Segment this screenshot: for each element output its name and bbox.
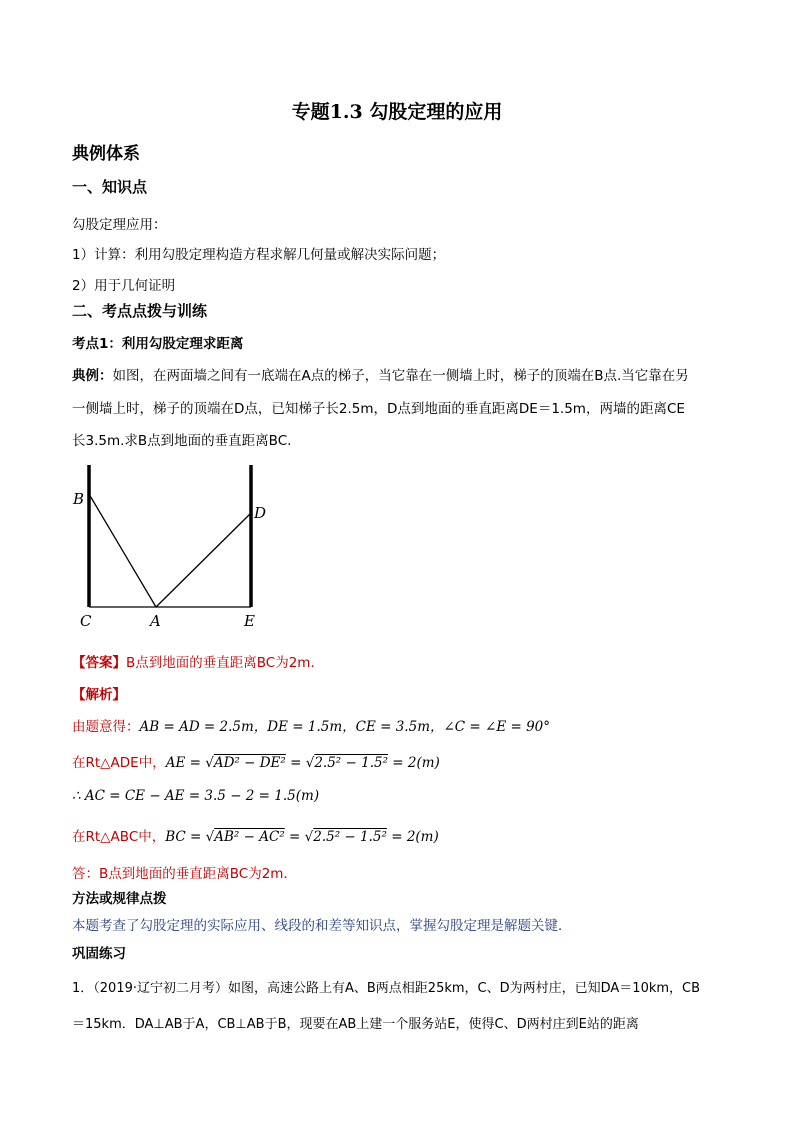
page-title: 专题1.3 勾股定理的应用 xyxy=(291,101,503,123)
analysis-tag: 【解析】 xyxy=(72,687,126,703)
analysis-l2-radicand-2: 2.5² − 1.5² xyxy=(314,755,388,771)
practice-1-line-1: 1．（2019·辽宁初二月考）如图，高速公路上有A、B两点相距25km，C、D为两村庄，已知DA＝10km，CB xyxy=(72,981,701,996)
answer-tag: 【答案】 xyxy=(72,655,126,671)
example-line-1 xyxy=(72,364,689,384)
answer-line xyxy=(72,651,324,671)
example-text-1: 如图，在两面墙之间有一底端在A点的梯子，当它靠在一侧墙上时，梯子的顶端在B点.当它靠在另 xyxy=(112,368,689,384)
section-knowledge-heading: 一、知识点 xyxy=(72,178,148,196)
analysis-conclusion: 答：B点到地面的垂直距离BC为2m． xyxy=(72,866,297,882)
example-line-3: 长3.5m.求B点到地面的垂直距离BC. xyxy=(72,433,292,449)
analysis-l4-radicand-2: 2.5² − 1.5² xyxy=(313,829,387,845)
point-b-label: B xyxy=(73,490,85,508)
point-d-label: D xyxy=(254,504,267,522)
point-e-label: E xyxy=(244,612,255,630)
analysis-l2-lhs: AE = xyxy=(165,755,206,771)
analysis-l1-math: AB = AD = 2.5m，DE = 1.5m，CE = 3.5m，∠C = ∠E = 90° xyxy=(139,719,551,735)
analysis-l2-prefix: 在Rt△ADE中， xyxy=(72,755,166,771)
point-c-label: C xyxy=(80,612,92,630)
point-a-label: A xyxy=(150,612,161,630)
analysis-l4-prefix: 在Rt△ABC中， xyxy=(72,829,166,845)
section-examples-heading: 典例体系 xyxy=(72,144,140,164)
analysis-l4-mid: = xyxy=(284,829,305,845)
analysis-l1-prefix: 由题意得： xyxy=(72,719,140,735)
ladder-figure xyxy=(60,460,290,630)
method-text: 本题考查了勾股定理的实际应用、线段的和差等知识点，掌握勾股定理是解题关键． xyxy=(72,918,572,934)
method-heading: 方法或规律点拨 xyxy=(72,891,167,907)
answer-text: B点到地面的垂直距离BC为2m． xyxy=(126,655,324,671)
analysis-l2-radicand-1: AD² − DE² xyxy=(213,755,286,771)
analysis-l2-mid: = xyxy=(285,755,306,771)
example-label: 典例： xyxy=(72,368,113,384)
ladder-ad xyxy=(156,513,251,607)
section-topics-heading: 二、考点点拨与训练 xyxy=(72,302,208,320)
analysis-line-4: 在Rt△ABC中，BC = √AB² − AC² = √2.5² − 1.5² = 2(m) xyxy=(72,829,439,845)
analysis-line-3: ∴ AC = CE − AE = 3.5 − 2 = 1.5(m) xyxy=(72,788,320,804)
ladder-ab xyxy=(89,494,156,607)
analysis-l4-lhs: BC = xyxy=(165,829,206,845)
practice-1-line-2: ＝15km．DA⊥AB于A，CB⊥AB于B，现要在AB上建一个服务站E，使得C、D两村庄到E站的距离 xyxy=(72,1017,639,1032)
analysis-line-2: 在Rt△ADE中，AE = √AD² − DE² = √2.5² − 1.5² = 2(m) xyxy=(72,755,440,771)
knowledge-item-2: 2）用于几何证明 xyxy=(72,278,176,294)
analysis-l2-end: = 2(m) xyxy=(388,755,440,771)
practice-heading: 巩固练习 xyxy=(72,946,126,962)
analysis-l4-end: = 2(m) xyxy=(386,829,439,845)
knowledge-item-1: 1）计算：利用勾股定理构造方程求解几何量或解决实际问题； xyxy=(72,247,446,263)
topic-1-heading: 考点1：利用勾股定理求距离 xyxy=(72,336,244,352)
knowledge-intro: 勾股定理应用： xyxy=(72,217,167,233)
analysis-line-1 xyxy=(72,715,550,735)
analysis-l4-radicand-1: AB² − AC² xyxy=(214,829,285,845)
example-line-2: 一侧墙上时，梯子的顶端在D点，已知梯子长2.5m，D点到地面的垂直距离DE＝1.5m，两墙的距离CE xyxy=(72,401,685,417)
